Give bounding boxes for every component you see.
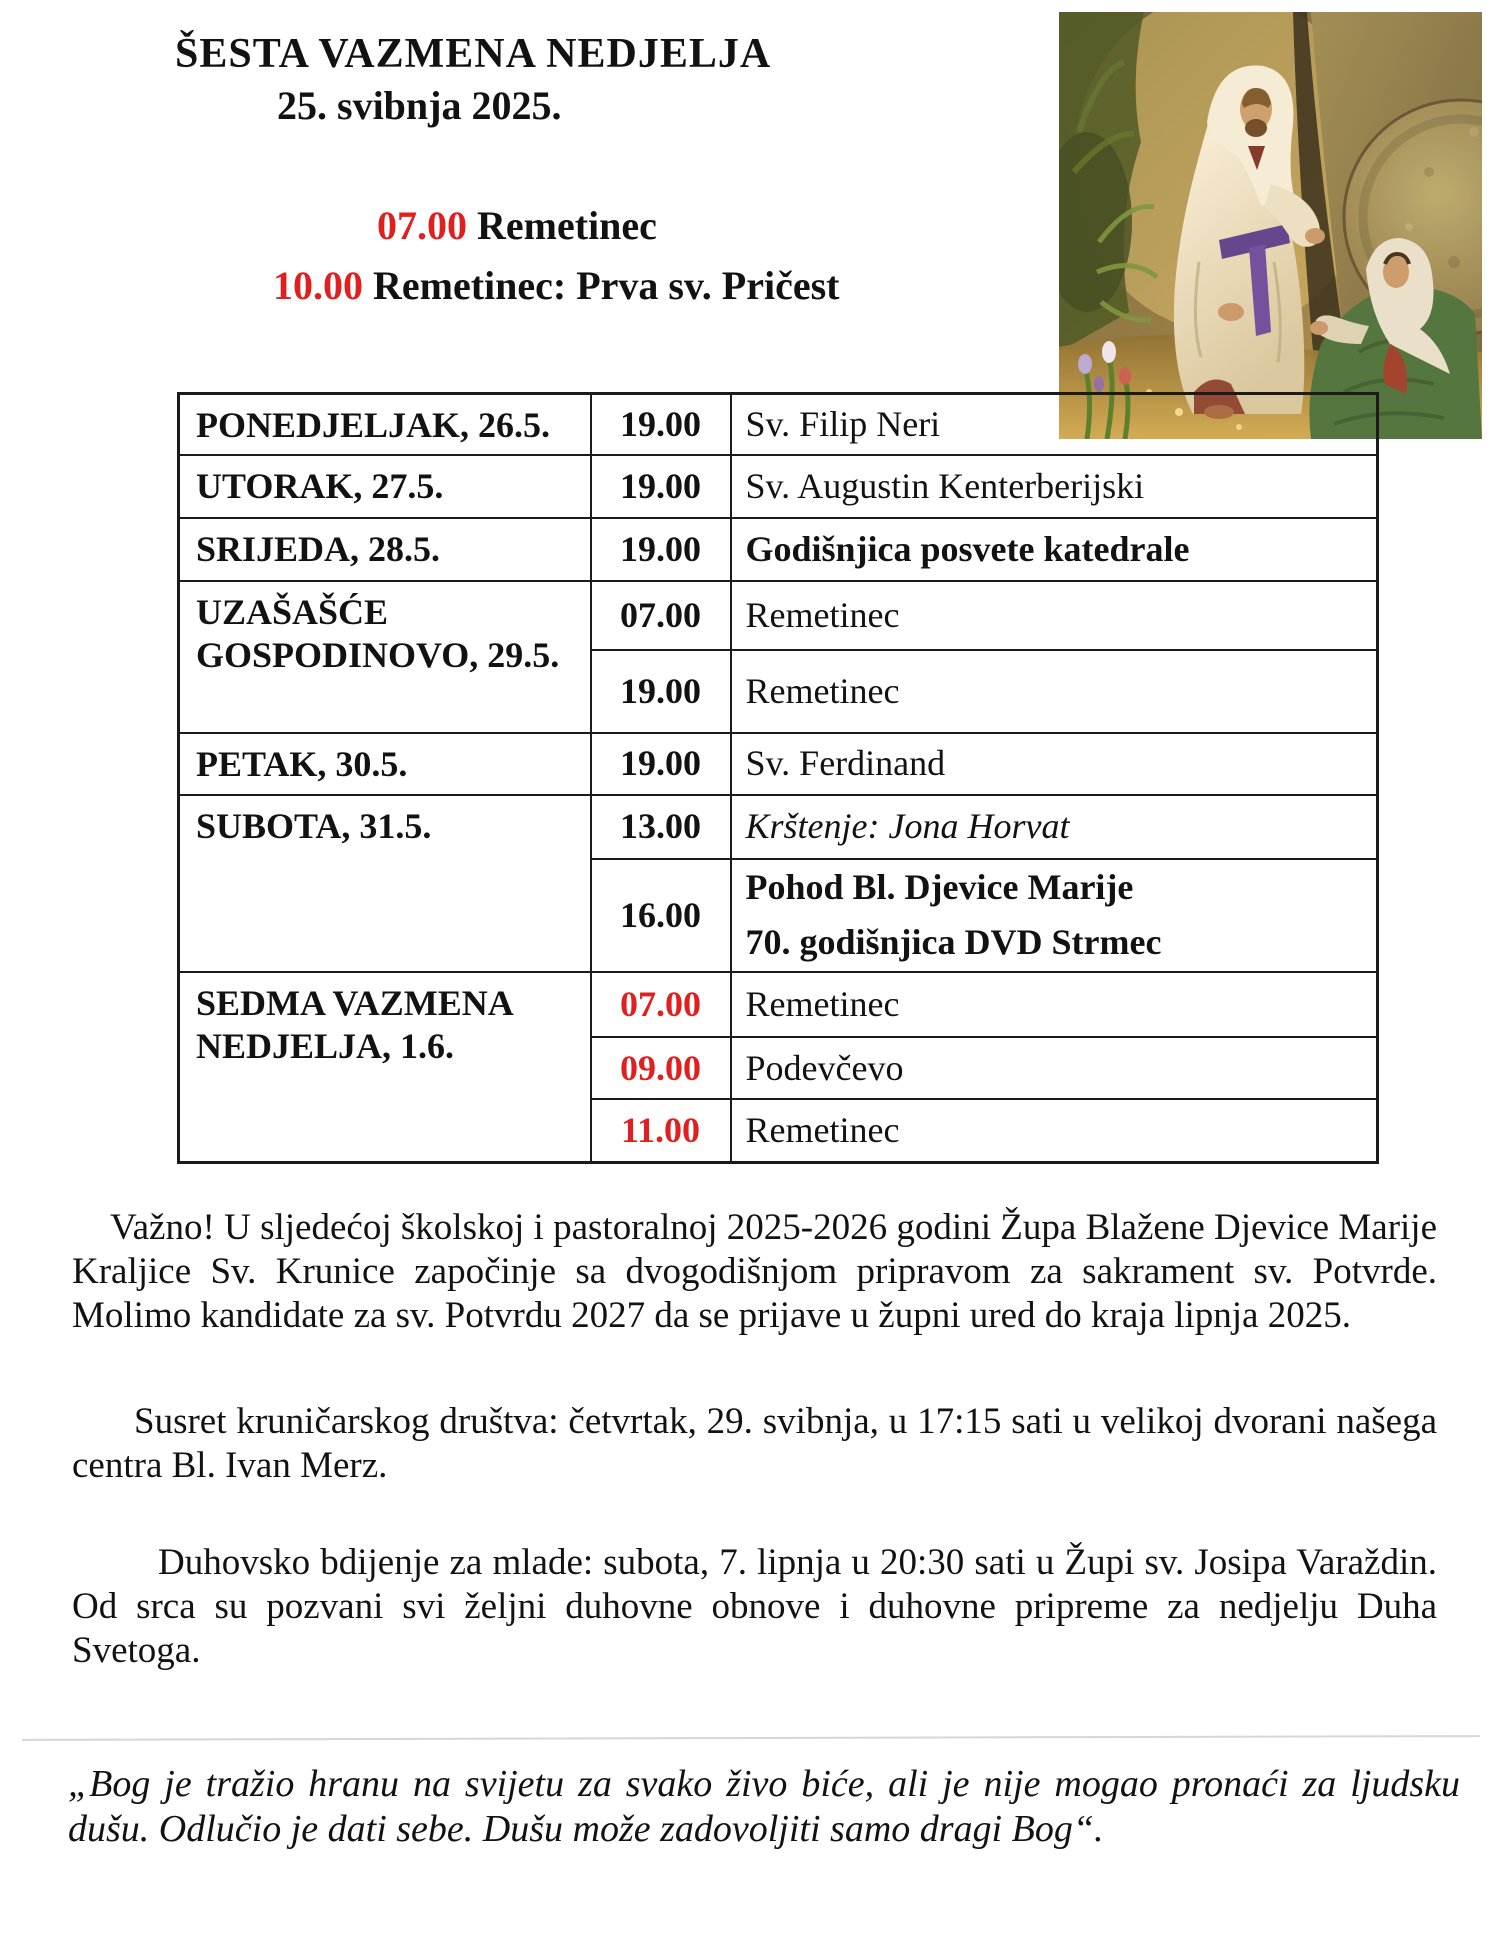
page-date: 25. svibnja 2025. <box>277 83 562 128</box>
event-cell: Remetinec <box>731 972 1378 1037</box>
day-cell: SEDMA VAZMENA NEDJELJA, 1.6. <box>179 972 591 1162</box>
table-row <box>179 795 1378 859</box>
announcement-confirmation-2027: Važno! U sljedećoj školskoj i pastoralnoj 2025-2026 godini Župa Blažene Djevice Marije Kraljice Sv. Krunice započinje sa dvogodišnjom pripravom za sakrament sv. Potvrde. Molimo kandidate za sv. Potvrdu 2027 da se prijave u župni ured do kraja lipnja 2025. <box>72 1207 1437 1336</box>
table-row <box>179 972 1378 1037</box>
time-cell: 07.00 <box>591 581 731 650</box>
event-cell: Remetinec <box>731 581 1378 650</box>
section-divider <box>22 1735 1480 1741</box>
weekly-mass-schedule-table <box>177 392 1379 1164</box>
mass-time: 07.00 <box>377 203 467 248</box>
mass-time: 10.00 <box>273 263 363 308</box>
painting-jesus-and-mary-at-tomb <box>1059 12 1482 439</box>
event-line-2: 70. godišnjica DVD Strmec <box>745 922 1162 963</box>
event-cell: Podevčevo <box>731 1037 1378 1099</box>
time-cell: 19.00 <box>591 455 731 518</box>
time-cell: 13.00 <box>591 795 731 859</box>
mass-place: Remetinec <box>477 203 657 248</box>
announcement-rosary-society: Susret kruničarskog društva: četvrtak, 29. svibnja, u 17:15 sati u velikoj dvorani našega centra Bl. Ivan Merz. <box>72 1401 1437 1486</box>
time-cell: 09.00 <box>591 1037 731 1099</box>
time-cell: 19.00 <box>591 733 731 795</box>
table-row <box>179 733 1378 795</box>
time-cell: 16.00 <box>591 859 731 973</box>
closing-quote: „Bog je tražio hranu na svijetu za svako živo biće, ali je nije mogao pronaći za ljudsku dušu. Odlučio je dati sebe. Dušu može zadovoljiti samo dragi Bog“. <box>68 1763 1460 1850</box>
page-title: ŠESTA VAZMENA NEDJELJA <box>175 31 772 77</box>
time-cell: 19.00 <box>591 650 731 733</box>
event-cell: Remetinec <box>731 650 1378 733</box>
table-row <box>179 455 1378 518</box>
day-cell: PONEDJELJAK, 26.5. <box>179 394 591 455</box>
day-cell: SUBOTA, 31.5. <box>179 795 591 973</box>
time-cell: 11.00 <box>591 1099 731 1162</box>
sunday-mass-1 <box>377 202 657 249</box>
event-cell: Krštenje: Jona Horvat <box>731 795 1378 859</box>
event-cell: Sv. Augustin Kenterberijski <box>731 455 1378 518</box>
event-line-1: Pohod Bl. Djevice Marije <box>745 866 1134 907</box>
day-cell: UTORAK, 27.5. <box>179 455 591 518</box>
sunday-mass-2 <box>273 262 839 309</box>
time-cell: 19.00 <box>591 394 731 455</box>
event-cell: Godišnjica posvete katedrale <box>731 518 1378 581</box>
table-row <box>179 518 1378 581</box>
time-cell: 19.00 <box>591 518 731 581</box>
day-cell: SRIJEDA, 28.5. <box>179 518 591 581</box>
mass-place: Remetinec: Prva sv. Pričest <box>373 263 840 308</box>
announcement-youth-vigil: Duhovsko bdijenje za mlade: subota, 7. lipnja u 20:30 sati u Župi sv. Josipa Varaždin. Od srca su pozvani svi željni duhovne obnove i duhovne pripreme za nedjelju Duha Svetoga. <box>72 1542 1437 1671</box>
day-cell: UZAŠAŠĆE GOSPODINOVO, 29.5. <box>179 581 591 733</box>
day-cell: PETAK, 30.5. <box>179 733 591 795</box>
event-cell: Sv. Filip Neri <box>731 394 1378 455</box>
event-cell: Remetinec <box>731 1099 1378 1162</box>
time-cell: 07.00 <box>591 972 731 1037</box>
table-row <box>179 581 1378 650</box>
event-cell <box>731 859 1378 973</box>
event-cell: Sv. Ferdinand <box>731 733 1378 795</box>
table-row <box>179 394 1378 455</box>
